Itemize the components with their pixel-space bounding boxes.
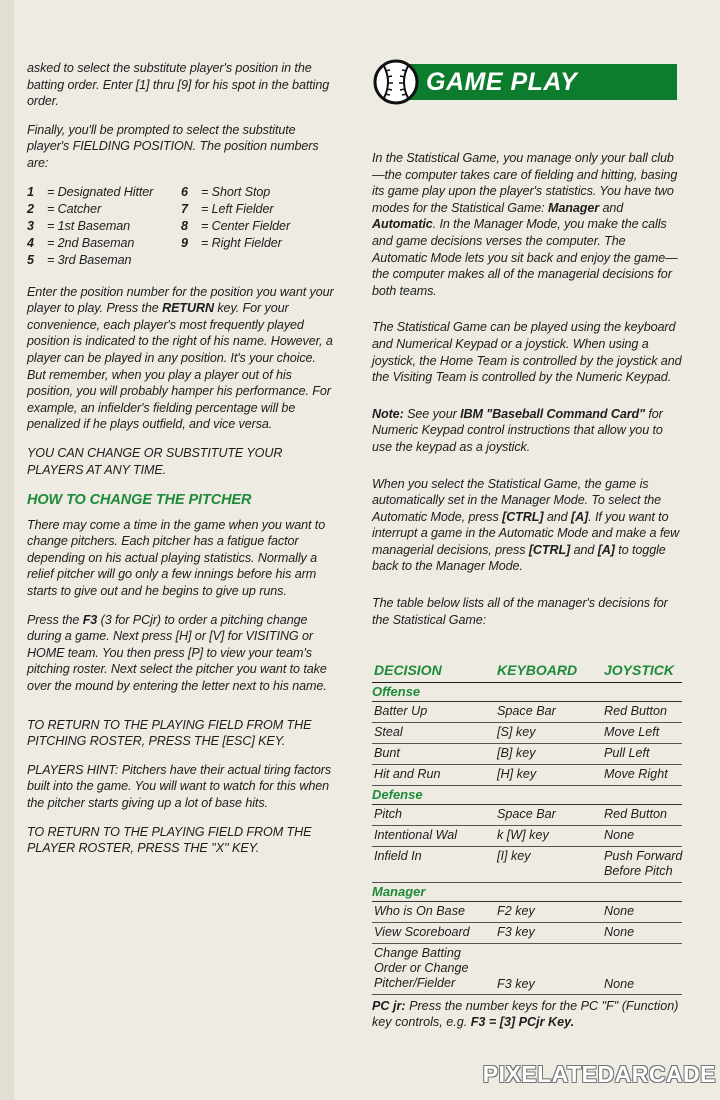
- table-row: Pitch Space Bar Red Button: [372, 805, 682, 826]
- table-footnote: PC jr: Press the number keys for the PC "F" (Function) key controls, e.g. F3 = [3] PCjr Key.: [372, 999, 679, 1029]
- right-column: [372, 150, 682, 640]
- paragraph: TO RETURN TO THE PLAYING FIELD FROM THE PLAYER ROSTER, PRESS THE ''X'' KEY.: [27, 824, 312, 856]
- left-column: [27, 60, 337, 869]
- list-item: 4 = 2nd Baseman: [27, 235, 135, 250]
- table-row: Bunt [B] key Pull Left: [372, 744, 682, 765]
- table-row: Who is On Base F2 key None: [372, 902, 682, 923]
- baseball-icon: [372, 58, 420, 106]
- list-item: 2 = Catcher: [27, 201, 102, 216]
- paragraph: YOU CAN CHANGE OR SUBSTITUTE YOUR PLAYERS AT ANY TIME.: [27, 445, 283, 477]
- paragraph: Note: See your IBM "Baseball Command Card" for Numeric Keypad control instructions that allow you to use the keypad as a joystick.: [372, 406, 663, 454]
- watermark: PIXELATEDARCADE: [482, 1061, 716, 1087]
- page-title: GAME PLAY: [426, 68, 578, 96]
- section-header: [372, 58, 677, 104]
- paragraph: TO RETURN TO THE PLAYING FIELD FROM THE PITCHING ROSTER, PRESS THE [ESC] KEY.: [27, 717, 312, 749]
- list-item: 6 = Short Stop: [181, 184, 271, 199]
- paragraph: asked to select the substitute player's position in the batting order. Enter [1] thru [9] for his spot in the batting order.: [27, 61, 330, 109]
- table-row: Batter Up Space Bar Red Button: [372, 702, 682, 723]
- table-row: Steal [S] key Move Left: [372, 723, 682, 744]
- table-row: Change Batting Order or Change Pitcher/Fielder F3 key None: [372, 944, 682, 995]
- table-section-label: Manager: [372, 883, 682, 902]
- table-row: Intentional Wal k [W] key None: [372, 826, 682, 847]
- list-item: 1 = Designated Hitter: [27, 184, 154, 199]
- paragraph: There may come a time in the game when you want to change pitchers. Each pitcher has a fatigue factor depending on his actual playing statistics. Normally a relief pitcher will go only a few innings before his arm starts to give out and he begins to give up runs.: [27, 517, 326, 599]
- paragraph: PLAYERS HINT: Pitchers have their actual tiring factors built into the game. You will want to watch for this when the pitcher starts giving up a lot of base hits.: [27, 762, 332, 810]
- table-row: View Scoreboard F3 key None: [372, 923, 682, 944]
- position-list: [27, 184, 337, 276]
- decision-table: [372, 660, 682, 1030]
- column-header: JOYSTICK: [604, 662, 675, 678]
- column-header: DECISION: [374, 662, 442, 678]
- table-section-label: Offense: [372, 683, 682, 702]
- list-item: 9 = Right Fielder: [181, 235, 282, 250]
- table-section-label: Defense: [372, 786, 682, 805]
- table-header: [372, 660, 682, 683]
- paragraph: Finally, you'll be prompted to select the substitute player's FIELDING POSITION. The position numbers are:: [27, 122, 319, 170]
- list-item: 3 = 1st Baseman: [27, 218, 131, 233]
- section-heading: HOW TO CHANGE THE PITCHER: [27, 492, 252, 509]
- table-row: Hit and Run [H] key Move Right: [372, 765, 682, 786]
- list-item: 7 = Left Fielder: [181, 201, 274, 216]
- paragraph: In the Statistical Game, you manage only your ball club—the computer takes care of fielding and hitting, basing its game play upon the player's statistics. You have two modes for the Statistical Game: Manager and Automatic. In the Manager Mode, you make the calls and game decisions verses the computer. The Automatic Mode lets you sit back and enjoy the game—the computer makes all of the managerial decisions for both teams.: [372, 151, 678, 298]
- paragraph: When you select the Statistical Game, the game is automatically set in the Manager Mode. To select the Automatic Mode, press [CTRL] and [A]. If you want to interrupt a game in the Automatic Mode and make a few managerial decisions, press [CTRL] and [A] to toggle back to the Manager Mode.: [372, 476, 680, 574]
- page-binding-edge: [0, 0, 14, 1100]
- list-item: 5 = 3rd Baseman: [27, 252, 132, 267]
- paragraph: Press the F3 (3 for PCjr) to order a pitching change during a game. Next press [H] or [V] for VISITING or HOME team. You then press [P] to view your team's pitching roster. Next select the pitcher you want to take over the mound by entering the letter next to his name.: [27, 612, 327, 694]
- column-header: KEYBOARD: [497, 662, 578, 678]
- table-row: Infield In [I] key Push Forward Before Pitch: [372, 847, 682, 883]
- paragraph: The Statistical Game can be played using the keyboard and Numerical Keypad or a joystick. When using a joystick, the Home Team is controlled by the joystick and the Visiting Team is controlled by the Numeric Keypad.: [372, 320, 682, 385]
- paragraph: Enter the position number for the position you want your player to play. Press the RETURN key. For your convenience, each player's most frequently played position is indicated to the right of his name. However, a player can be played in any position. It's your choice. But remember, when you play a player out of his position, you will probably hamper his performance. For example, an infielder's fielding percentage will be penalized if he plays outfield, and vice versa.: [27, 284, 334, 432]
- list-item: 8 = Center Fielder: [181, 218, 291, 233]
- paragraph: The table below lists all of the manager's decisions for the Statistical Game:: [372, 596, 668, 627]
